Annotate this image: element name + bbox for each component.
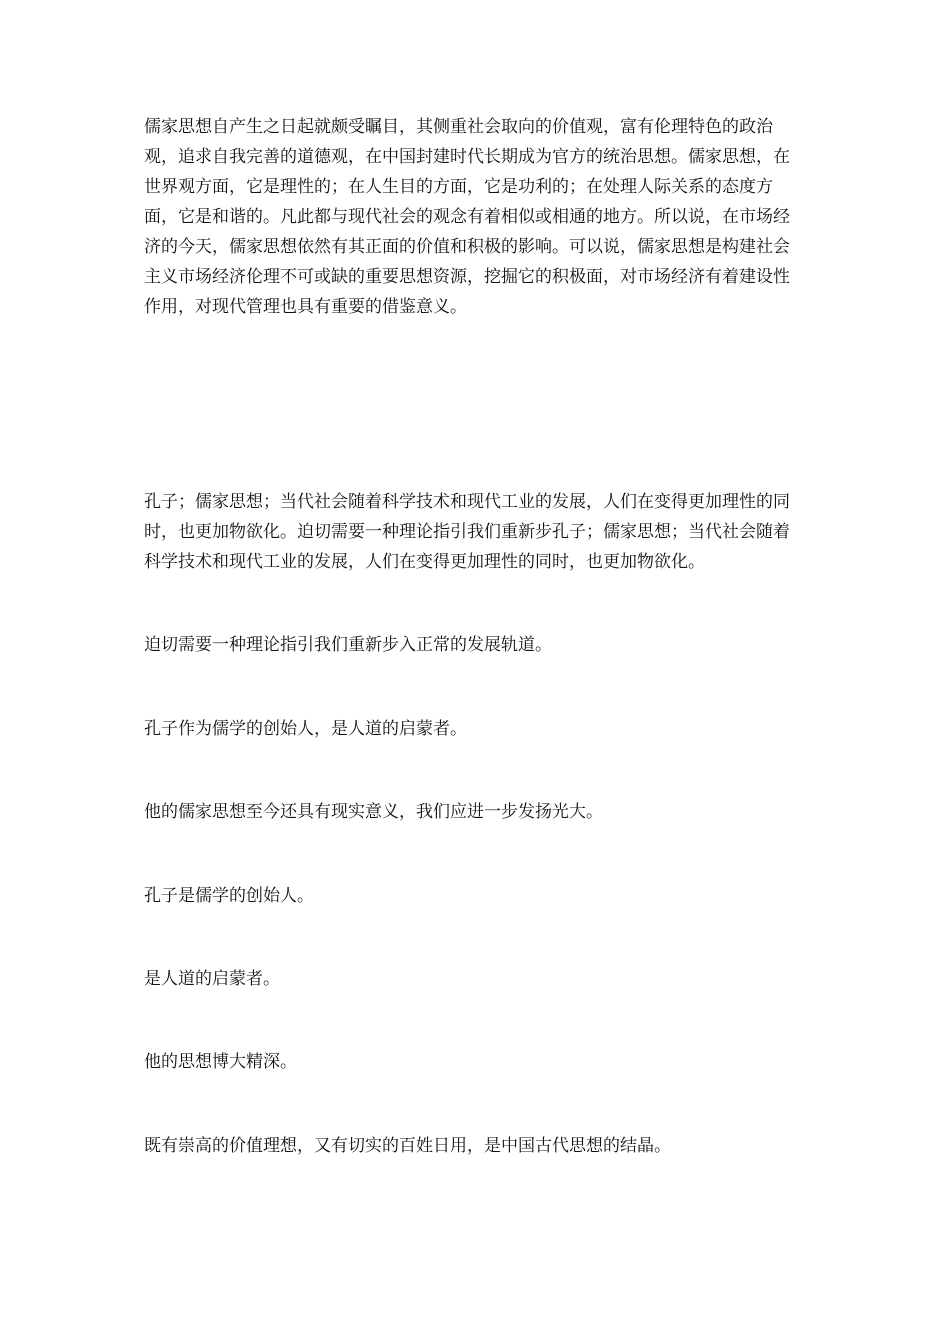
paragraph: 孔子作为儒学的创始人，是人道的启蒙者。 [144, 719, 467, 739]
paragraph-keywords: 孔子；儒家思想；当代社会随着科学技术和现代工业的发展，人们在变得更加理性的同时，也更加物欲化。迫切需要一种理论指引我们重新步孔子；儒家思想；当代社会随着科学技术和现代工业的发展，人们在变得更加理性的同时，也更加物欲化。 [144, 492, 790, 572]
paragraph: 既有崇高的价值理想，又有切实的百姓日用，是中国古代思想的结晶。 [144, 1136, 671, 1156]
paragraph: 他的儒家思想至今还具有现实意义，我们应进一步发扬光大。 [144, 802, 603, 822]
paragraph: 孔子是儒学的创始人。 [144, 886, 314, 906]
paragraph: 是人道的启蒙者。 [144, 969, 280, 989]
paragraph: 迫切需要一种理论指引我们重新步入正常的发展轨道。 [144, 635, 552, 655]
paragraph-intro: 儒家思想自产生之日起就颇受瞩目，其侧重社会取向的价值观，富有伦理特色的政治观，追求自我完善的道德观，在中国封建时代长期成为官方的统治思想。儒家思想，在世界观方面，它是理性的；在人生目的方面，它是功利的；在处理人际关系的态度方面，它是和谐的。凡此都与现代社会的观念有着相似或相通的地方。所以说，在市场经济的今天，儒家思想依然有其正面的价值和积极的影响。可以说，儒家思想是构建社会主义市场经济伦理不可或缺的重要思想资源，挖掘它的积极面，对市场经济有着建设性作用，对现代管理也具有重要的借鉴意义。 [144, 117, 790, 317]
paragraph: 他的思想博大精深。 [144, 1052, 297, 1072]
